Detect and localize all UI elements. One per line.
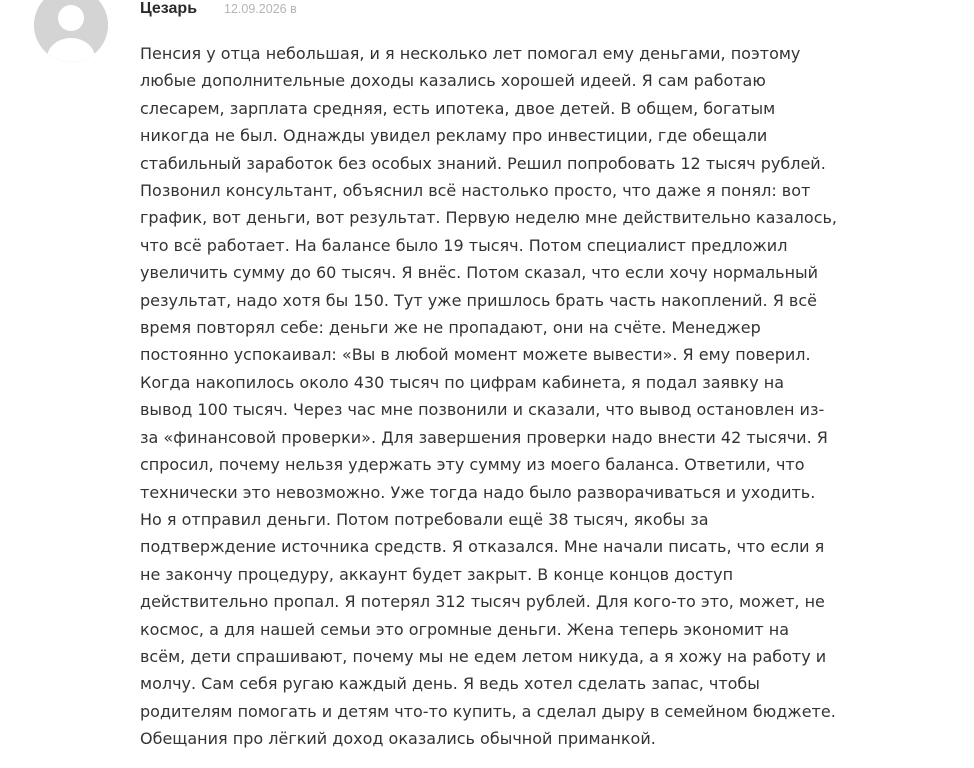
comment-text-line: Когда накопилось около 430 тысяч по цифрам кабинета, я подал заявку на [140,372,785,392]
comment-text-line: вывод 100 тысяч. Через час мне позвонили и сказали, что вывод остановлен из- [140,400,825,420]
comment-date[interactable]: 12.09.2026 в [224,2,297,16]
comment-text-line: что всё работает. На балансе было 19 тысяч. Потом специалист предложил [140,235,788,255]
comment-text-line: за «финансовой проверки». Для завершения проверки надо внести 42 тысячи. Я [140,427,828,447]
comment-text [140,40,930,753]
user-silhouette-icon [34,0,108,62]
comment-text-line: любые дополнительные доходы казались хорошей идеей. Я сам работаю [140,71,766,91]
comment-text-line: не закончу процедуру, аккаунт будет закрыт. В конце концов доступ [140,564,734,584]
comment-text-line: родителям помогать и детям что-то купить, а сделал дыру в семейном бюджете. [140,701,836,721]
comment-text-line: Пенсия у отца небольшая, и я несколько лет помогал ему деньгами, поэтому [140,44,801,63]
comment-text-line: Обещания про лёгкий доход оказались обычной приманкой. [140,729,656,749]
comment-text-line: Но я отправил деньги. Потом потребовали ещё 38 тысяч, якобы за [140,509,709,529]
comment-text-line: молчу. Сам себя ругаю каждый день. Я ведь хотел сделать запас, чтобы [140,674,760,694]
comment-text-line: график, вот деньги, вот результат. Первую неделю мне действительно казалось, [140,208,838,228]
comment-text-line: увеличить сумму до 60 тысяч. Я внёс. Потом сказал, что если хочу нормальный [140,263,819,283]
comment-text-line: слесарем, зарплата средняя, есть ипотека, двое детей. В общем, богатым [140,98,776,118]
comment-text-line: космос, а для нашей семьи это огромные деньги. Жена теперь экономит на [140,619,790,639]
comment-meta [140,0,297,24]
comment-text-line: подтверждение источника средств. Я отказался. Мне начали писать, что если я [140,537,825,557]
comment-text-line: постоянно успокаивал: «Вы в любой момент можете вывести». Я ему поверил. [140,345,811,365]
comment-text-line: результат, надо хотя бы 150. Тут уже пришлось брать часть накоплений. Я всё [140,290,817,310]
comment-text-line: никогда не был. Однажды увидел рекламу про инвестиции, где обещали [140,126,768,146]
comment-text-line: стабильный заработок без особых знаний. Решил попробовать 12 тысяч рублей. [140,153,826,173]
avatar [34,0,108,62]
comment-author[interactable]: Цезарь [140,0,198,17]
comment-text-line: действительно пропал. Я потерял 312 тысяч рублей. Для кого-то это, может, не [140,592,825,612]
comment-text-line: технически это невозможно. Уже тогда надо было разворачиваться и уходить. [140,482,816,502]
comment-text-line: Позвонил консультант, объяснил всё настолько просто, что даже я понял: вот [140,181,811,201]
comment-text-line: всём, дети спрашивают, почему мы не едем летом никуда, а я хожу на работу и [140,646,827,666]
comment-text-line: время повторял себе: деньги же не пропадают, они на счёте. Менеджер [140,318,761,338]
comment-text-line: спросил, почему нельзя удержать эту сумму из моего баланса. Ответили, что [140,455,805,475]
